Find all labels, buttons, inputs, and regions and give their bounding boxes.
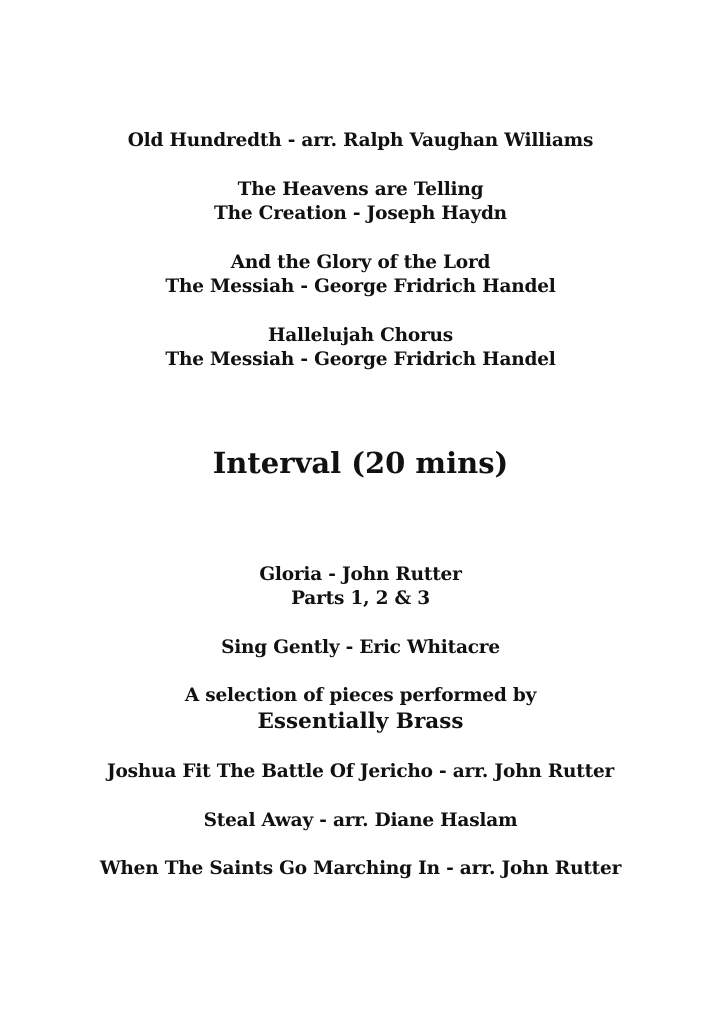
piece-hallelujah-chorus-source: The Messiah - George Fridrich Handel	[165, 349, 556, 370]
piece-glory-of-the-lord-source: The Messiah - George Fridrich Handel	[165, 276, 556, 297]
piece-heavens-are-telling-source: The Creation - Joseph Haydn	[214, 203, 507, 224]
piece-gloria-parts: Parts 1, 2 & 3	[291, 588, 430, 609]
piece-old-hundredth: Old Hundredth - arr. Ralph Vaughan Williams	[127, 130, 594, 151]
piece-gloria: Gloria - John Rutter	[259, 564, 462, 585]
piece-glory-of-the-lord: And the Glory of the Lord	[230, 252, 491, 273]
brass-ensemble-name: Essentially Brass	[257, 709, 464, 734]
brass-selection-intro: A selection of pieces performed by	[184, 685, 537, 706]
piece-sing-gently: Sing Gently - Eric Whitacre	[221, 637, 500, 658]
piece-heavens-are-telling: The Heavens are Telling	[237, 179, 484, 200]
piece-hallelujah-chorus: Hallelujah Chorus	[267, 325, 454, 346]
interval-heading: Interval (20 mins)	[212, 446, 509, 480]
piece-when-the-saints: When The Saints Go Marching In - arr. John Rutter	[99, 858, 622, 879]
piece-steal-away: Steal Away - arr. Diane Haslam	[203, 810, 518, 831]
piece-joshua-fit-the-battle: Joshua Fit The Battle Of Jericho - arr. John Rutter	[106, 761, 615, 782]
